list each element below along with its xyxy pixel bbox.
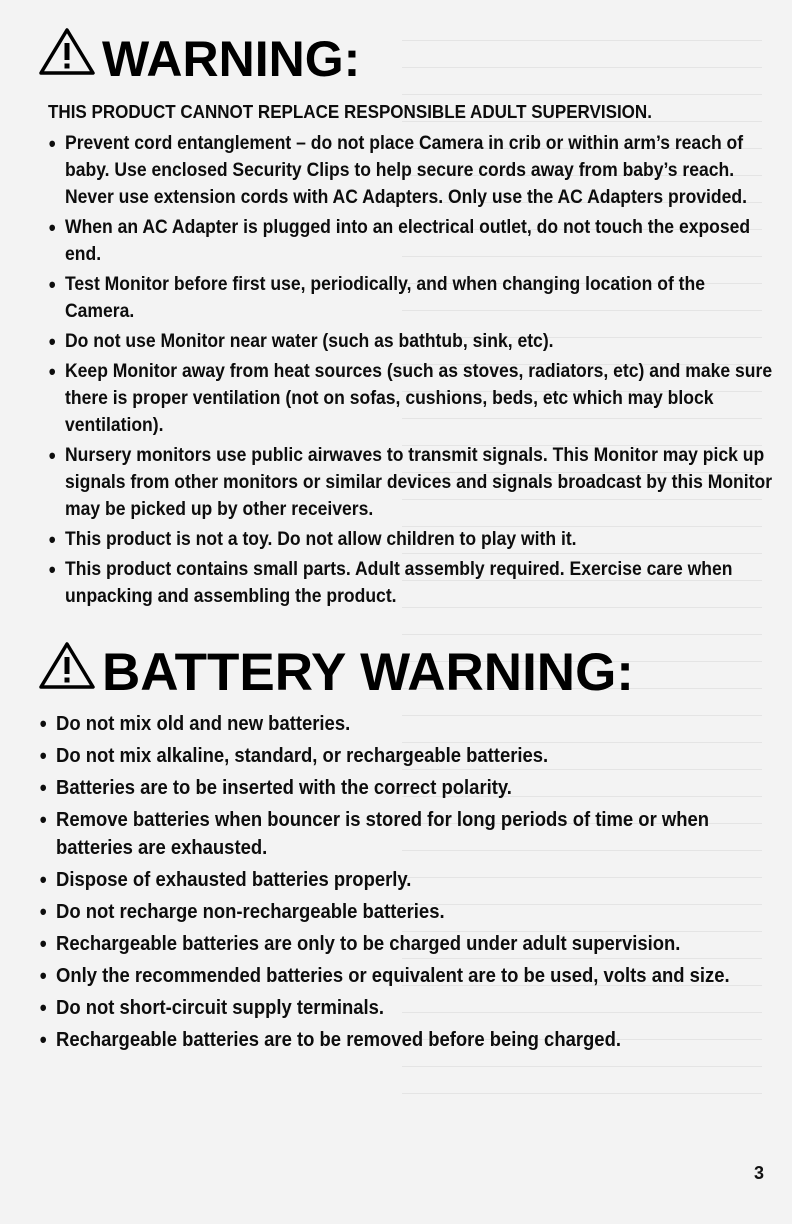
battery-warning-item-text: Only the recommended batteries or equivalent are to be used, volts and size. — [56, 964, 730, 987]
warning-item — [38, 271, 776, 325]
page-number: 3 — [753, 1163, 764, 1183]
bullet-icon: • — [39, 1027, 47, 1052]
warning-triangle-icon — [38, 22, 96, 96]
bullet-icon: • — [48, 215, 56, 240]
bullet-icon: • — [48, 359, 56, 384]
warning-item — [38, 328, 776, 355]
battery-warning-item-text: Remove batteries when bouncer is stored for long periods of time or when batteries are exhausted. — [56, 808, 710, 859]
warning-section — [38, 22, 773, 610]
battery-warning-item — [38, 806, 767, 862]
battery-warning-list — [38, 710, 758, 1054]
warning-item — [38, 130, 776, 211]
battery-warning-item-text: Dispose of exhausted batteries properly. — [56, 868, 412, 891]
battery-warning-item — [38, 898, 767, 926]
battery-warning-item-text: Batteries are to be inserted with the correct polarity. — [56, 776, 512, 799]
battery-warning-item-text: Do not recharge non-rechargeable batteries. — [56, 900, 445, 923]
supervision-notice: THIS PRODUCT CANNOT REPLACE RESPONSIBLE ADULT SUPERVISION. — [48, 101, 652, 122]
warning-item — [38, 526, 776, 553]
bullet-icon: • — [48, 557, 56, 582]
bullet-icon: • — [48, 272, 56, 297]
warning-item-text: Do not use Monitor near water (such as bathtub, sink, etc). — [65, 330, 554, 352]
battery-warning-item-text: Do not short-circuit supply terminals. — [56, 996, 385, 1019]
bullet-icon: • — [39, 711, 47, 736]
battery-warning-item — [38, 742, 767, 770]
bullet-icon: • — [39, 807, 47, 832]
warning-item-text: Keep Monitor away from heat sources (such as stoves, radiators, etc) and make sure there is proper ventilation (not on sofas, cushions, beds, etc which may block ventilation). — [65, 360, 773, 436]
bullet-icon: • — [39, 931, 47, 956]
warning-item-text: Prevent cord entanglement – do not place Camera in crib or within arm’s reach of baby. Use enclosed Security Clips to help secure cords away from baby’s reach. Never use extension cords with AC Adapters. Only use the AC Adapters provided. — [65, 132, 748, 208]
warning-item — [38, 442, 776, 523]
bullet-icon: • — [39, 775, 47, 800]
warning-item-text: This product contains small parts. Adult assembly required. Exercise care when unpacking and assembling the product. — [65, 558, 733, 607]
page-content — [38, 22, 773, 1058]
battery-warning-item — [38, 774, 767, 802]
bullet-icon: • — [39, 963, 47, 988]
battery-warning-item — [38, 994, 767, 1022]
battery-warning-section — [38, 636, 758, 1054]
warning-item-text: Test Monitor before first use, periodically, and when changing location of the Camera. — [65, 273, 705, 322]
battery-warning-item-text: Rechargeable batteries are to be removed before being charged. — [56, 1028, 621, 1051]
battery-warning-item-text: Rechargeable batteries are only to be charged under adult supervision. — [56, 932, 681, 955]
warning-item-text: This product is not a toy. Do not allow children to play with it. — [65, 528, 577, 550]
battery-warning-item — [38, 866, 767, 894]
warning-item-text: Nursery monitors use public airwaves to transmit signals. This Monitor may pick up signals from other monitors or similar devices and signals broadcast by this Monitor may be picked up by other receivers. — [65, 444, 773, 520]
battery-warning-item — [38, 710, 767, 738]
bullet-icon: • — [48, 443, 56, 468]
warning-item — [38, 214, 776, 268]
warning-title: WARNING: — [102, 31, 361, 87]
battery-warning-item — [38, 1026, 767, 1054]
bullet-icon: • — [48, 329, 56, 354]
bullet-icon: • — [39, 899, 47, 924]
bullet-icon: • — [39, 995, 47, 1020]
warning-list — [38, 130, 773, 610]
battery-warning-item-text: Do not mix old and new batteries. — [56, 712, 351, 735]
battery-warning-heading — [38, 636, 758, 710]
battery-warning-item — [38, 930, 767, 958]
bullet-icon: • — [48, 131, 56, 156]
bullet-icon: • — [39, 867, 47, 892]
battery-warning-item-text: Do not mix alkaline, standard, or rechargeable batteries. — [56, 744, 549, 767]
warning-heading — [38, 22, 758, 96]
bullet-icon: • — [48, 527, 56, 552]
bullet-icon: • — [39, 743, 47, 768]
battery-warning-item — [38, 962, 767, 990]
battery-warning-title: BATTERY WARNING: — [102, 643, 634, 702]
warning-item — [38, 358, 776, 439]
warning-triangle-icon — [38, 636, 96, 710]
warning-item — [38, 556, 776, 610]
warning-item-text: When an AC Adapter is plugged into an electrical outlet, do not touch the exposed end. — [65, 216, 751, 265]
